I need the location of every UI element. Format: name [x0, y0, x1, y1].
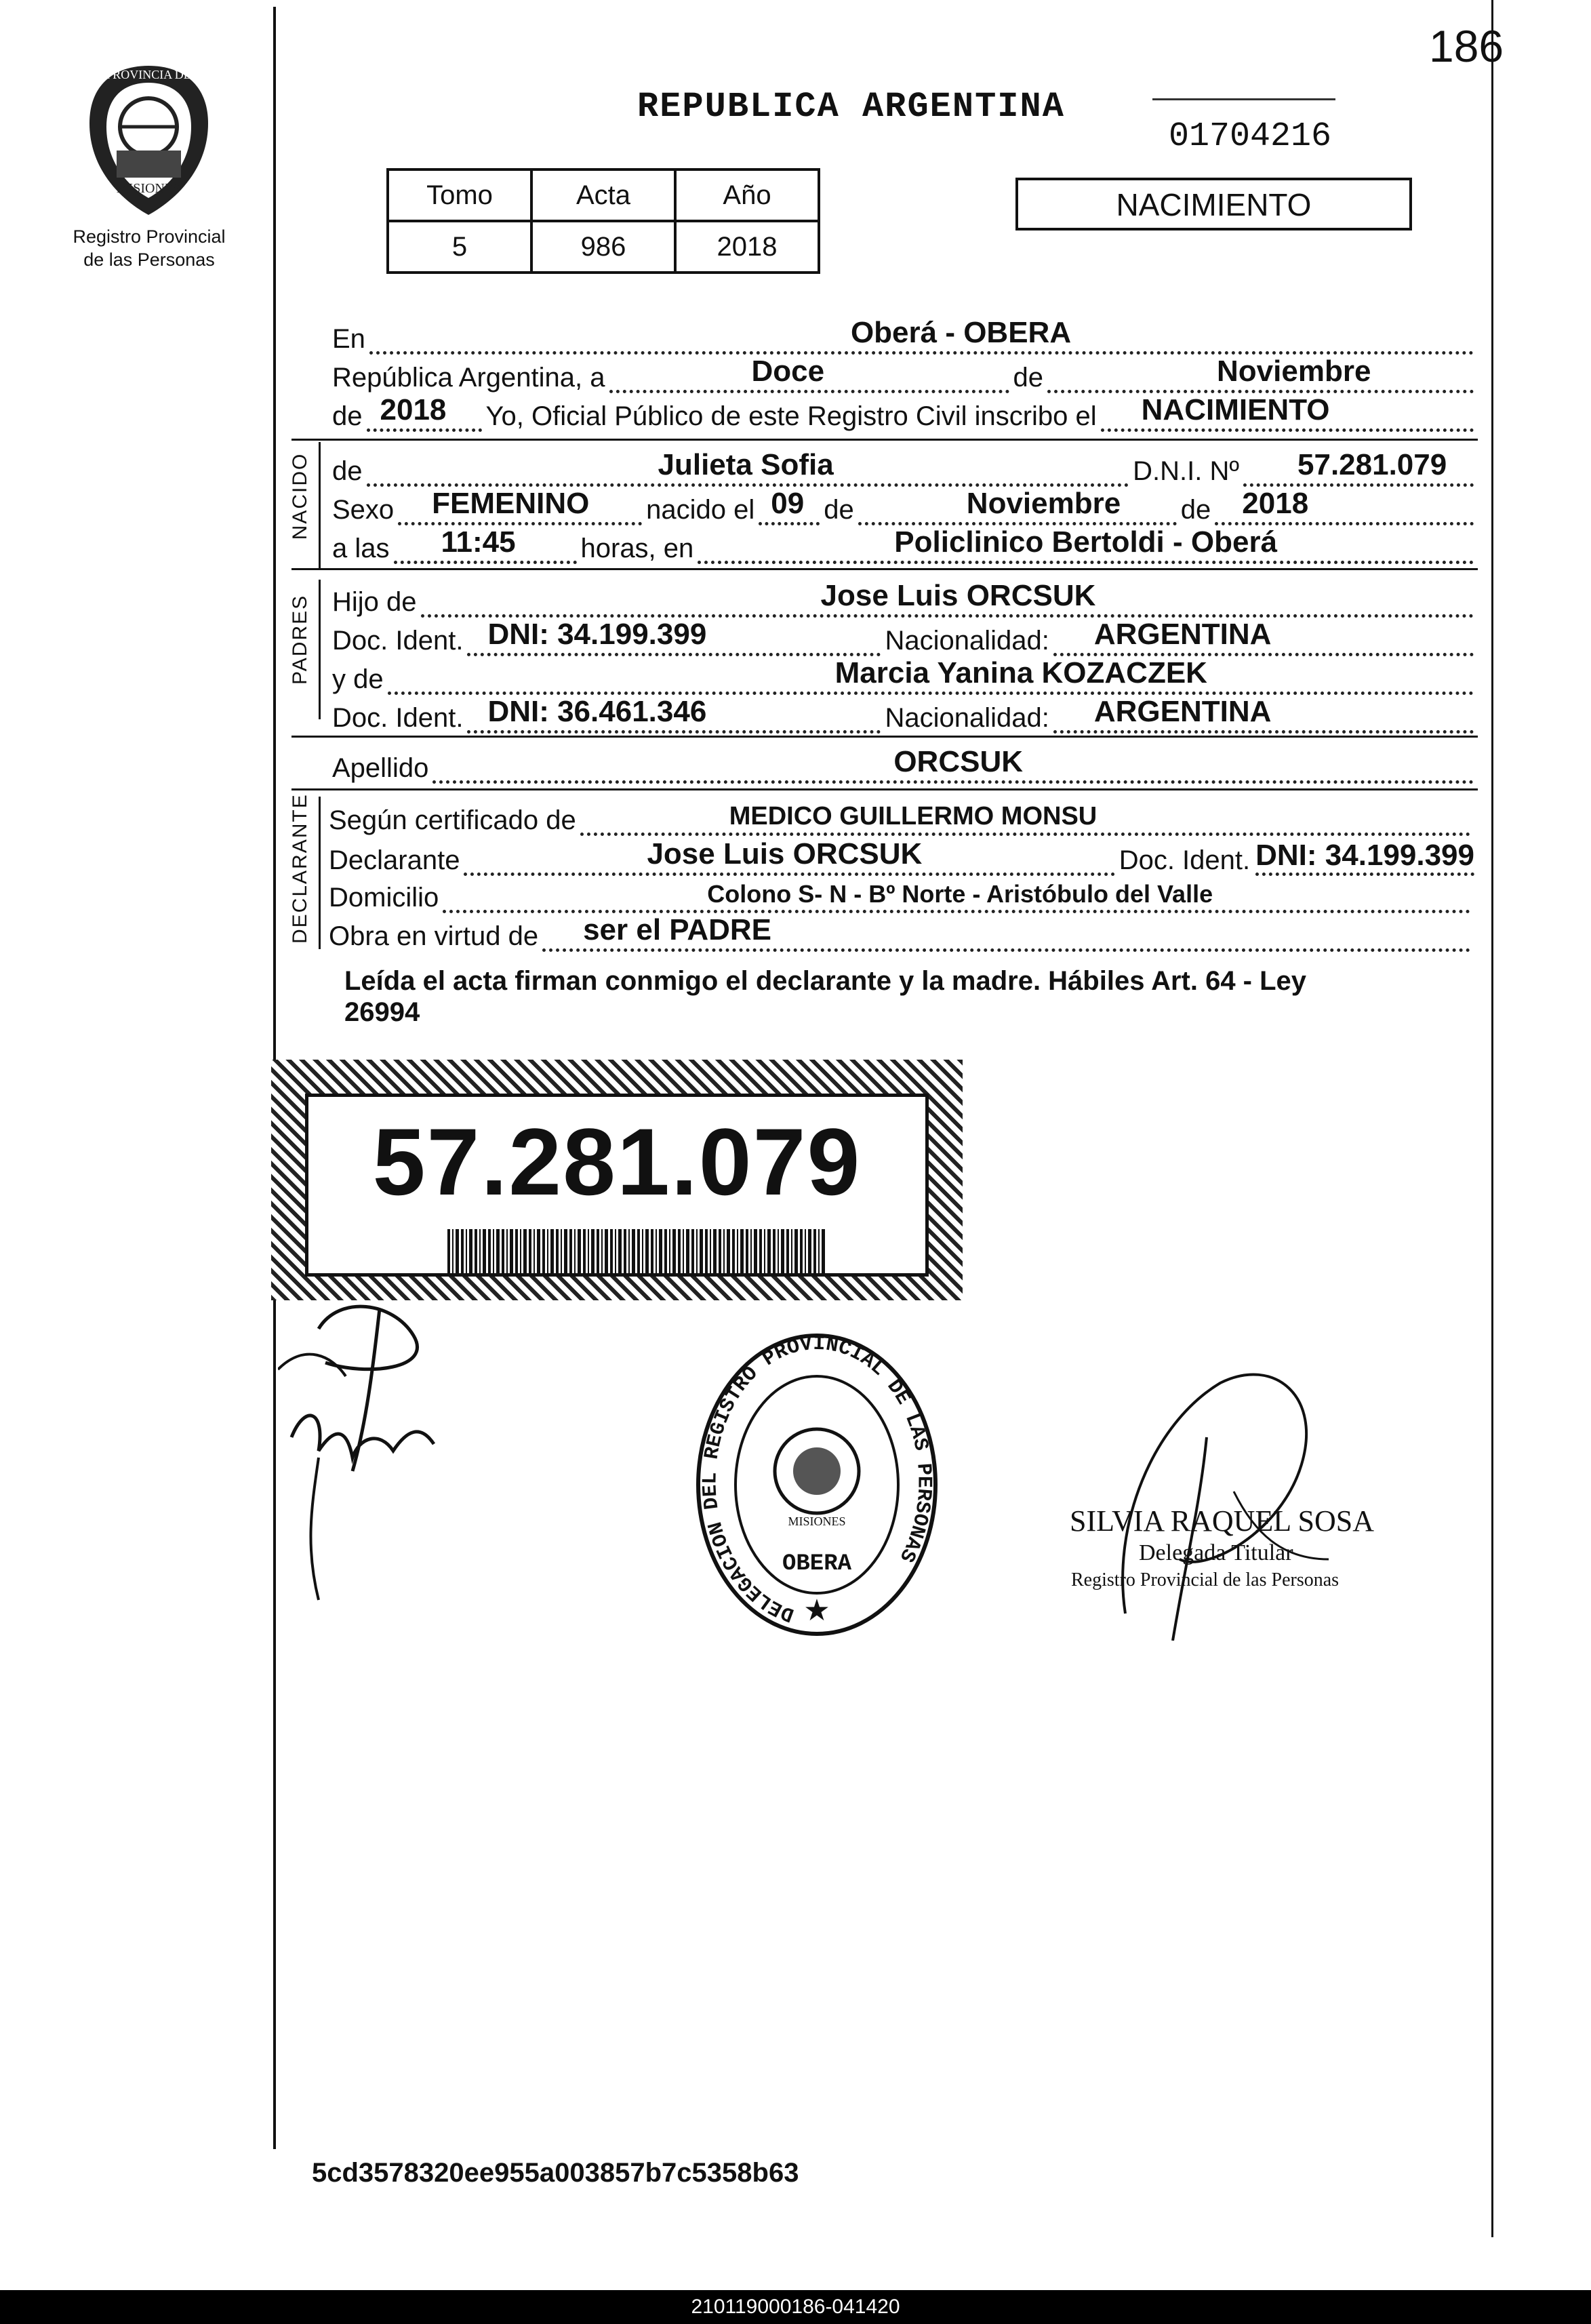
divider-apellido — [291, 788, 1478, 790]
register-header-ano: Año — [675, 169, 819, 221]
de-label: de — [1013, 363, 1043, 393]
dni-sticker-inner — [305, 1094, 929, 1277]
birth-time: 11:45 — [441, 525, 516, 559]
act-year: 2018 — [380, 393, 447, 426]
apellido-line — [332, 745, 1478, 784]
sexo-label: Sexo — [332, 495, 395, 525]
closing-note — [344, 965, 1463, 1028]
father-doc: DNI: 34.199.399 — [487, 618, 707, 651]
address-value: Colono S- N - Bº Norte - Aristóbulo del Valle — [707, 880, 1213, 908]
register-value-acta: 986 — [531, 221, 675, 273]
closing-note-line1: Leída el acta firman conmigo el declarante y la madre. Hábiles Art. 64 - Ley — [344, 966, 1307, 996]
birth-month: Noviembre — [966, 487, 1121, 520]
seal-inner-text: MISIONES — [788, 1515, 846, 1528]
hijo-de-label: Hijo de — [332, 587, 417, 617]
time-label: a las — [332, 534, 390, 563]
birth-day: 09 — [771, 487, 805, 520]
official-office: Registro Provincial de las Personas — [1071, 1569, 1340, 1590]
official-role: Delegada Titular — [1139, 1540, 1293, 1565]
cert-label: Según certificado de — [329, 805, 576, 835]
padres-section-line — [319, 580, 321, 719]
page-title: REPUBLICA ARGENTINA — [637, 87, 1065, 127]
closing-note-line2: 26994 — [344, 997, 420, 1027]
register-value-tomo: 5 — [388, 221, 531, 273]
padres-line-father-doc — [332, 620, 1478, 656]
mother-name: Marcia Yanina KOZACZEK — [834, 656, 1207, 689]
en-label: En — [332, 324, 365, 354]
virtud-label: Obra en virtud de — [329, 921, 539, 951]
declarante-doc-label: Doc. Ident. — [1119, 845, 1251, 875]
official-text: Yo, Oficial Público de este Registro Civil inscribo el — [485, 401, 1097, 431]
declarante-line-virtud — [329, 913, 1474, 952]
register-table-header-row — [388, 169, 819, 221]
divider-padres — [291, 736, 1478, 738]
shield-logo-icon — [76, 62, 222, 218]
register-value-ano: 2018 — [675, 221, 819, 273]
nacido-de-label: de — [332, 456, 363, 486]
register-table — [386, 168, 820, 274]
father-doc-label: Doc. Ident. — [332, 626, 464, 656]
barcode-icon — [447, 1229, 827, 1273]
declarante-line-address — [329, 877, 1474, 913]
apellido-label: Apellido — [332, 753, 429, 783]
seal-center-text: OBERA — [782, 1551, 852, 1577]
declarante-doc: DNI: 34.199.399 — [1255, 839, 1474, 876]
nacido-de-label3: de — [1180, 495, 1211, 525]
seal-ring-text: DELEGACION DEL REGISTRO PROVINCIAL DE LAS PERSONAS — [699, 1332, 935, 1626]
registry-name — [54, 225, 244, 271]
act-day: Doce — [751, 355, 825, 388]
mother-nat-label: Nacionalidad: — [885, 703, 1049, 733]
document-hash: 5cd3578320ee955a003857b7c5358b63 — [312, 2158, 799, 2188]
declarante-line-name — [329, 839, 1474, 876]
nacido-section-label: NACIDO — [289, 452, 311, 540]
nacido-el-label: nacido el — [646, 495, 755, 525]
padres-line-mother-doc — [332, 695, 1478, 734]
child-sex: FEMENINO — [432, 487, 590, 520]
declarant-signature-icon — [278, 1288, 508, 1614]
registry-logo — [76, 62, 222, 218]
page-number: 186 — [1429, 21, 1504, 71]
registry-name-line2: de las Personas — [83, 249, 215, 270]
act-type: NACIMIENTO — [1141, 393, 1330, 426]
register-header-tomo: Tomo — [388, 169, 531, 221]
seal-star-icon: ★ — [803, 1594, 830, 1627]
father-name: Jose Luis ORCSUK — [820, 579, 1096, 612]
father-nationality: ARGENTINA — [1093, 618, 1272, 651]
serial-number: 01704216 — [1169, 117, 1332, 156]
doc-type-label: NACIMIENTO — [1116, 187, 1312, 222]
divider-nacido — [291, 568, 1478, 570]
declarante-label: Declarante — [329, 845, 460, 875]
logo-top-text: PROVINCIA DE — [106, 68, 191, 81]
padres-section-label: PADRES — [289, 594, 311, 685]
year-prefix-label: de — [332, 401, 363, 431]
mother-doc: DNI: 36.461.346 — [487, 695, 707, 728]
declarante-section-line — [319, 797, 321, 949]
register-table-value-row — [388, 221, 819, 273]
child-dni: 57.281.079 — [1297, 448, 1447, 481]
mother-doc-label: Doc. Ident. — [332, 703, 464, 733]
footer-bar — [0, 2290, 1591, 2324]
birth-year: 2018 — [1242, 487, 1309, 520]
nacido-section-line — [319, 442, 321, 569]
declarante-line-cert — [329, 800, 1474, 836]
intro-line-official — [332, 393, 1478, 432]
logo-bottom-text: MISIONES — [116, 181, 181, 196]
domicilio-label: Domicilio — [329, 883, 439, 913]
nacido-line-sex — [332, 489, 1478, 525]
dni-label: D.N.I. Nº — [1133, 456, 1239, 486]
nacido-de-label2: de — [824, 495, 854, 525]
declarante-name: Jose Luis ORCSUK — [647, 837, 923, 870]
dni-sticker-number: 57.281.079 — [372, 1108, 862, 1215]
act-place: Oberá - OBERA — [850, 316, 1072, 349]
intro-line-place — [332, 316, 1478, 355]
father-nat-label: Nacionalidad: — [885, 626, 1049, 656]
register-header-acta: Acta — [531, 169, 675, 221]
republic-label: República Argentina, a — [332, 363, 605, 393]
nacido-line-time — [332, 525, 1478, 564]
horas-label: horas, en — [580, 534, 694, 563]
child-name: Julieta Sofia — [658, 448, 834, 481]
official-name: SILVIA RAQUEL SOSA — [1070, 1504, 1375, 1538]
serial-stamp — [1152, 98, 1335, 173]
intro-line-date — [332, 357, 1478, 393]
act-month: Noviembre — [1217, 355, 1371, 388]
footer-code: 210119000186-041420 — [691, 2296, 900, 2318]
official-signature-icon — [1098, 1356, 1383, 1641]
right-margin-line — [1491, 0, 1493, 2237]
doc-type-box — [1015, 178, 1412, 231]
birth-place: Policlinico Bertoldi - Oberá — [894, 525, 1278, 559]
virtud-value: ser el PADRE — [583, 913, 772, 946]
registry-name-line1: Registro Provincial — [73, 226, 226, 247]
dni-sticker — [271, 1060, 963, 1300]
padres-line-father — [332, 579, 1478, 618]
declarante-section-label: DECLARANTE — [289, 793, 311, 944]
y-de-label: y de — [332, 664, 384, 694]
padres-line-mother — [332, 656, 1478, 695]
divider-intro — [291, 439, 1478, 441]
nacido-line-name — [332, 448, 1478, 487]
official-seal-icon — [691, 1329, 942, 1641]
apellido-value: ORCSUK — [893, 745, 1024, 778]
mother-nationality: ARGENTINA — [1093, 695, 1272, 728]
cert-value: MEDICO GUILLERMO MONSU — [729, 802, 1097, 830]
